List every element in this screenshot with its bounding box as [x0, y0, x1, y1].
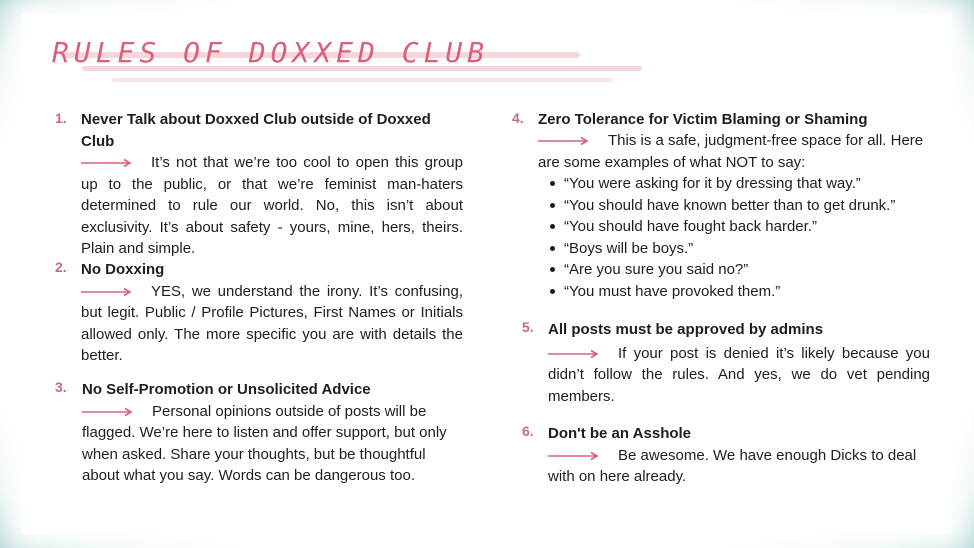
arrow-right-icon: [81, 158, 133, 168]
rule-text: It’s not that we’re too cool to open this group up to the public, or that we’re feminist man-haters determined to rule our world. No, this isn’t about exclusivity. It’s about safety - yours, mine, hers, theirs. Plain and simple.: [81, 154, 463, 257]
arrow-right-icon: [548, 349, 600, 359]
title-area: [52, 30, 652, 100]
rule-text: YES, we understand the irony. It’s confusing, but legit. Public / Profile Pictures, First Names or Initials allowed only. The more specific you are with details the better.: [81, 282, 463, 364]
rule-heading: Don't be an Asshole: [548, 425, 692, 442]
rule-number: 6.: [522, 423, 534, 439]
rule-text: If your post is denied it’s likely because you didn’t follow the rules. And yes, we do vet pending members.: [548, 344, 930, 405]
list-item: “You must have provoked them.”: [564, 281, 946, 303]
rule-number: 1.: [55, 110, 67, 126]
rule-text: Be awesome. We have enough Dicks to deal with on here already.: [548, 446, 917, 485]
list-item: “Are you sure you said no?”: [564, 259, 946, 281]
victim-blaming-examples: [526, 173, 946, 302]
list-item: “You were asking for it by dressing that way.”: [564, 173, 946, 195]
list-item: “Boys will be boys.”: [564, 238, 946, 260]
rule-number: 3.: [55, 379, 67, 395]
rule-heading: All posts must be approved by admins: [548, 321, 824, 338]
arrow-right-icon: [82, 407, 134, 417]
rule-number: 2.: [55, 259, 67, 275]
rule-text: Personal opinions outside of posts will be flagged. We’re here to listen and offer support, but only when asked. Share your thoughts, but be thoughtful about what you say. Words can be dangerous too.: [82, 402, 447, 484]
rule-number: 5.: [522, 319, 534, 335]
arrow-right-icon: [538, 136, 590, 146]
rule-heading: No Self-Promotion or Unsolicited Advice: [82, 381, 371, 398]
rule-heading: Zero Tolerance for Victim Blaming or Shaming: [538, 111, 868, 128]
arrow-right-icon: [548, 451, 600, 461]
rule-number: 4.: [512, 110, 524, 126]
rule-text: This is a safe, judgment-free space for all. Here are some examples of what NOT to say:: [538, 132, 924, 171]
list-item: “You should have fought back harder.”: [564, 216, 946, 238]
arrow-right-icon: [81, 287, 133, 297]
rule-heading: Never Talk about Doxxed Club outside of Doxxed Club: [81, 111, 431, 150]
list-item: “You should have known better than to get drunk.”: [564, 195, 946, 217]
brush-stroke: [112, 78, 612, 82]
page-title: RULES OF DOXXED CLUB: [52, 36, 490, 69]
rule-heading: No Doxxing: [81, 261, 165, 278]
